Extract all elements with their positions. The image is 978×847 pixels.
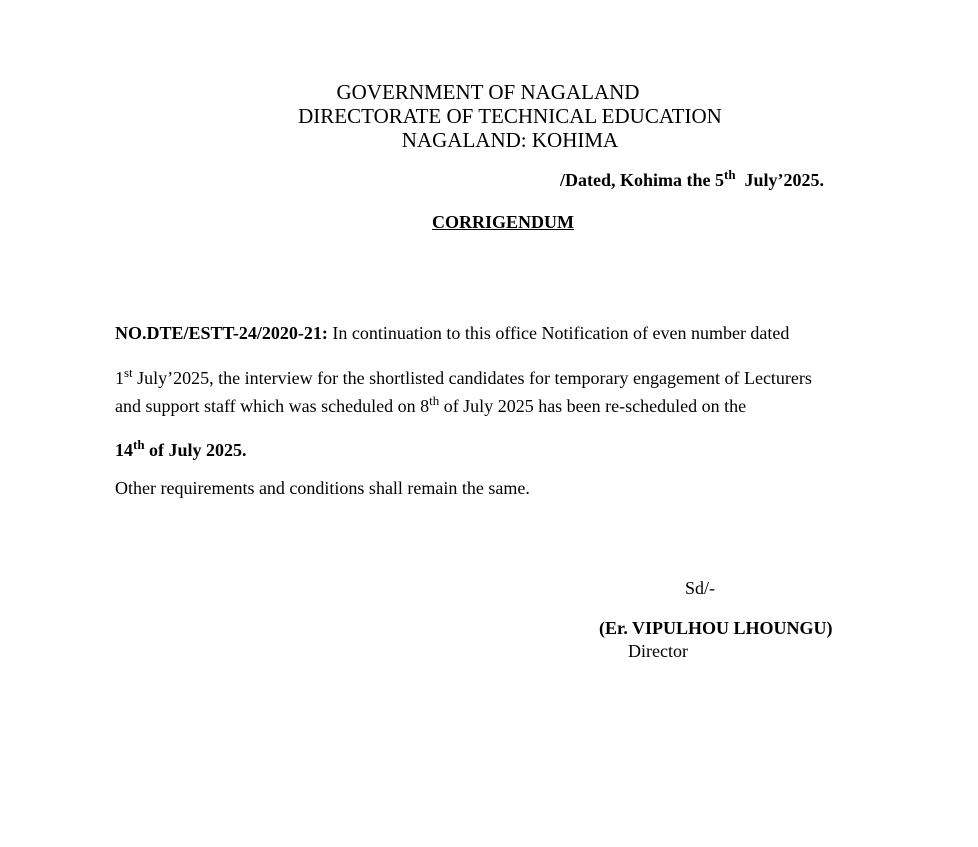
signatory-designation: Director <box>628 641 688 661</box>
signature-sd: Sd/- <box>685 578 716 598</box>
body-line-5: Other requirements and conditions shall remain the same. <box>115 478 530 498</box>
header-government: GOVERNMENT OF NAGALAND <box>336 80 640 104</box>
header-location: NAGALAND: KOHIMA <box>401 128 619 152</box>
body-line-1: NO.DTE/ESTT-24/2020-21: In continuation to this office Notification of even number dated <box>115 323 790 343</box>
document-title: CORRIGENDUM <box>432 212 574 232</box>
dated-line: /Dated, Kohima the 5th July’2025. <box>560 166 825 190</box>
reference-number: NO.DTE/ESTT-24/2020-21: <box>115 323 328 343</box>
body-line-2: 1st July’2025, the interview for the shortlisted candidates for temporary engagement of Lecturers <box>115 364 812 388</box>
header-directorate: DIRECTORATE OF TECHNICAL EDUCATION <box>298 104 722 128</box>
body-line-3: and support staff which was scheduled on 8th of July 2025 has been re-scheduled on the <box>115 392 747 416</box>
rescheduled-date: 14th of July 2025. <box>115 436 247 460</box>
signatory-name: (Er. VIPULHOU LHOUNGU) <box>599 618 833 638</box>
